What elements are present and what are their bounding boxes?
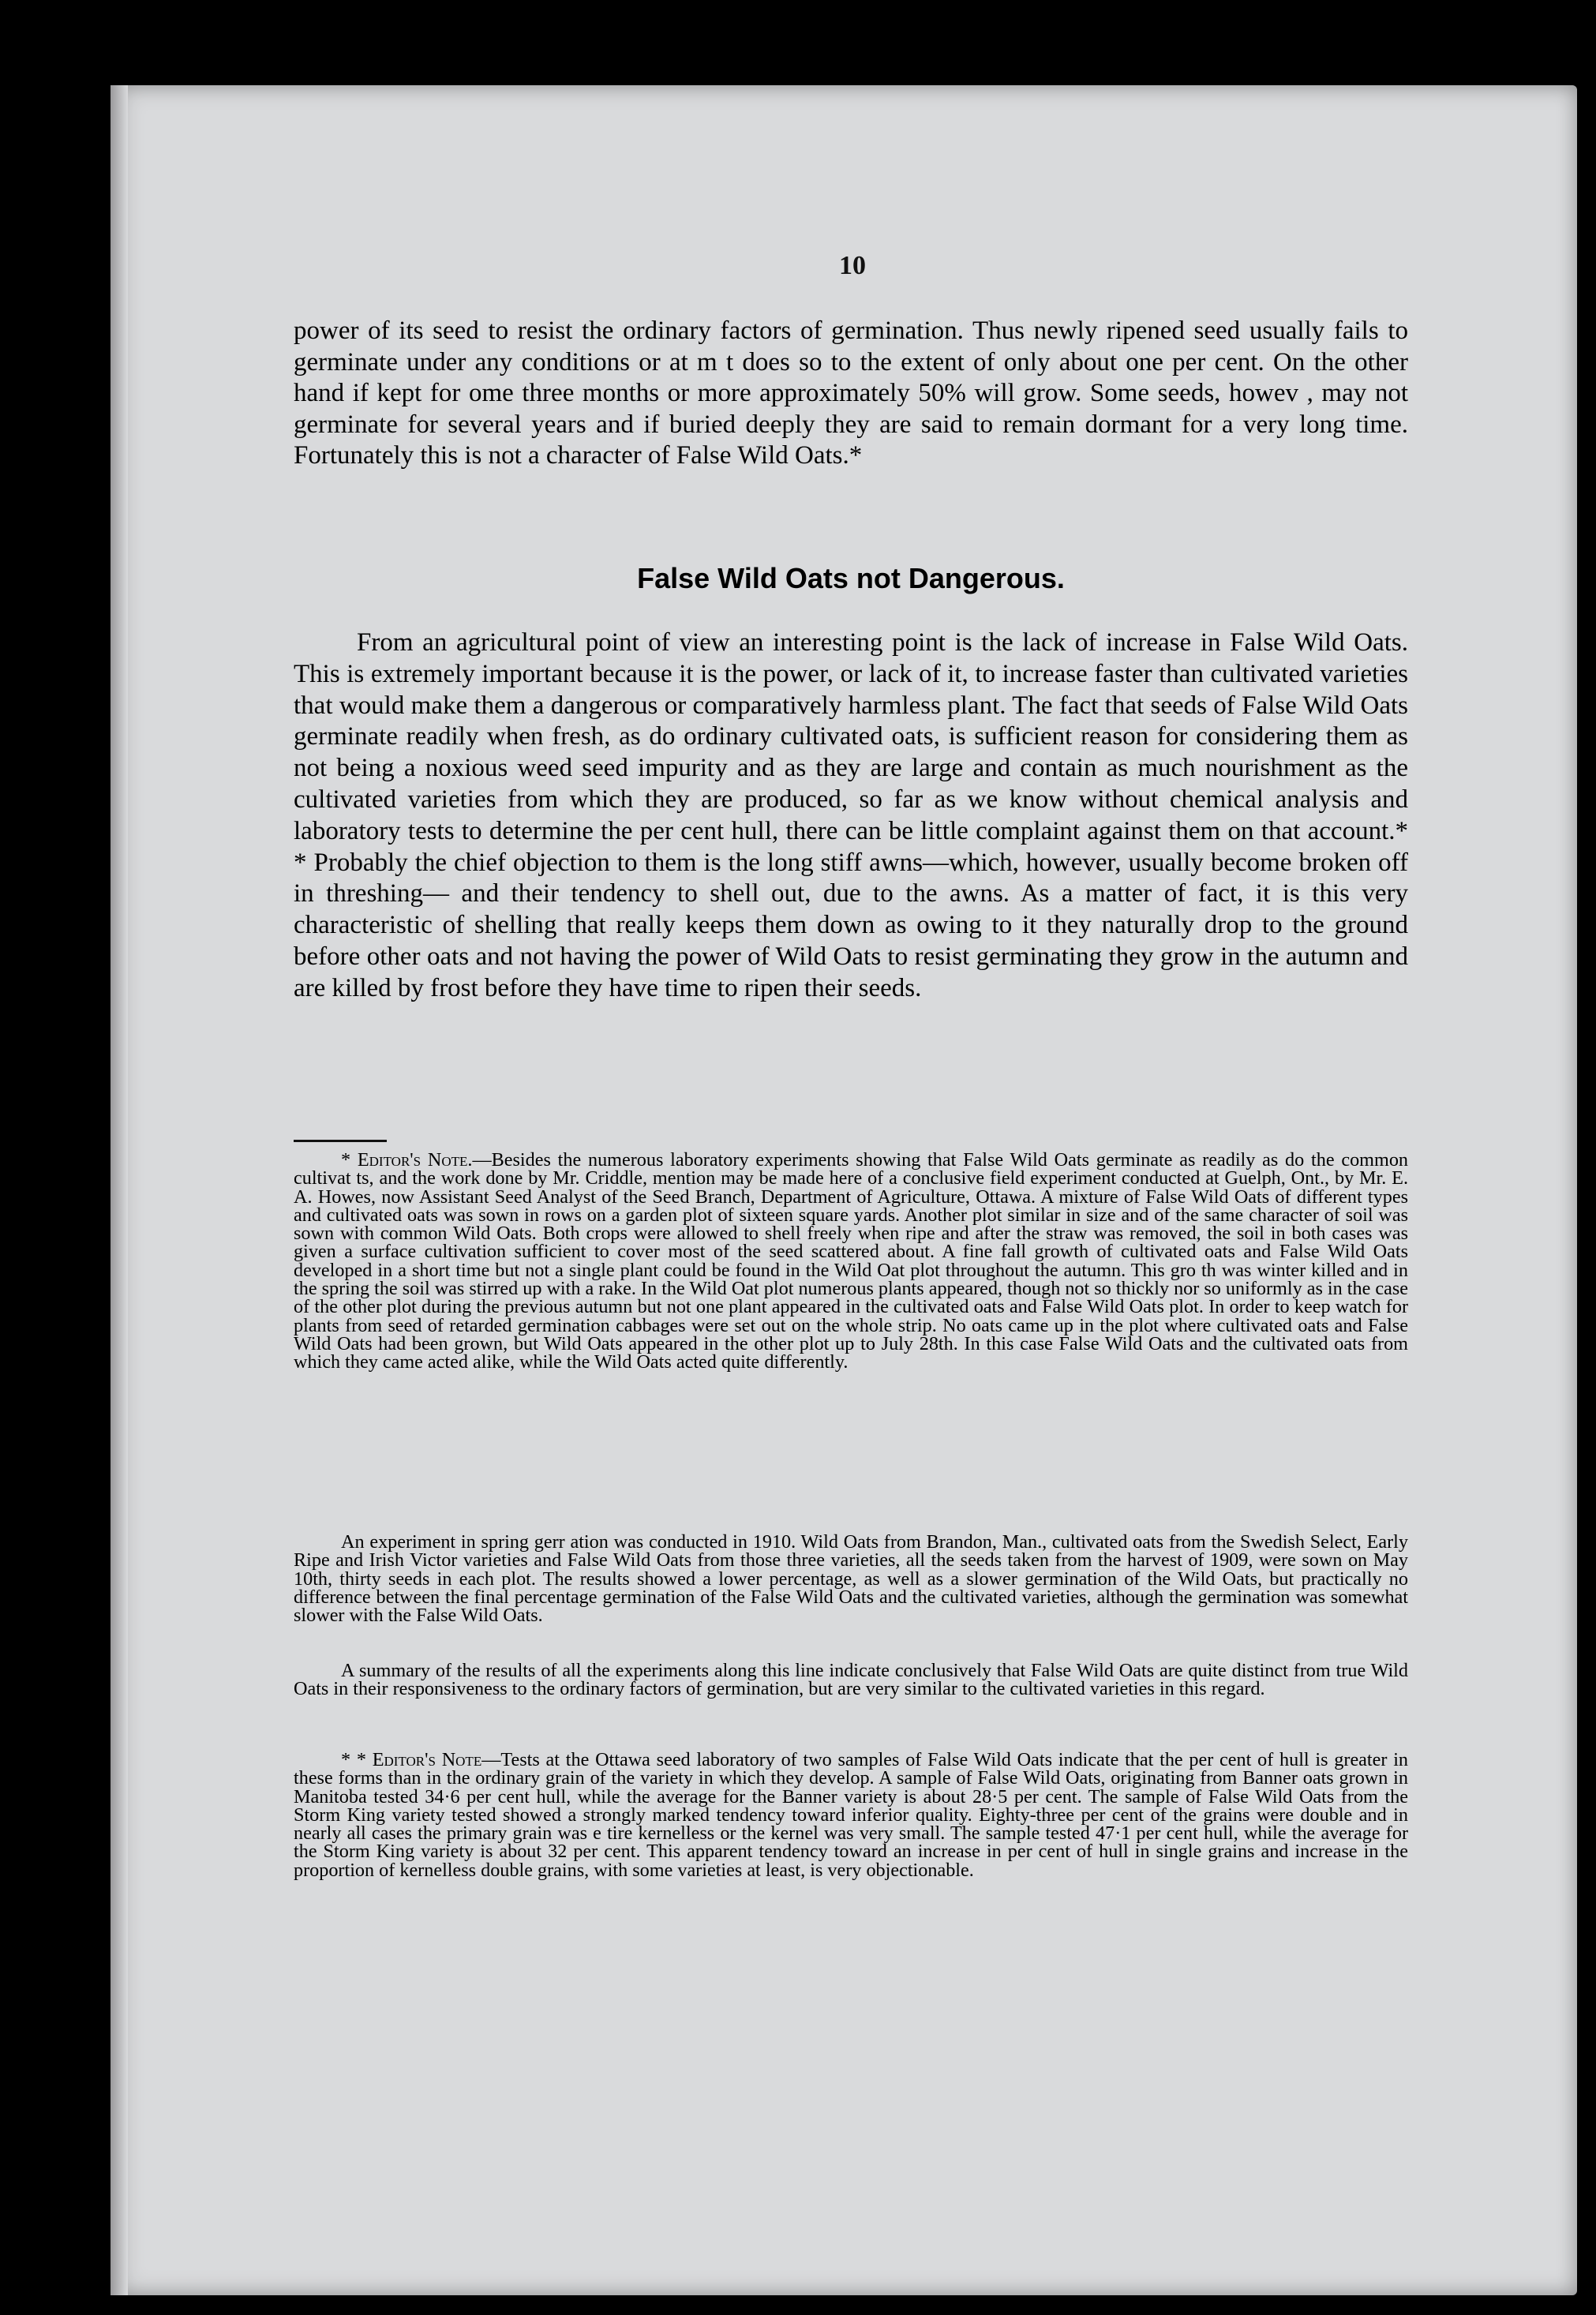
editors-note-2: [294, 1751, 1408, 1879]
editors-note-1-continued: An experiment in spring gerr ation was conducted in 1910. Wild Oats from Brandon, Man., cultivated oats from the Swedish Select, Early Ripe and Irish Victor varieties and False Wild Oats from those three varieties, all the seeds taken from the harvest of 1909, were sown on May 10th, thirty seeds in each plot. The results showed a lower percentage, as well as a slower germination of the Wild Oats, but practically no difference between the final percentage germination of the False Wild Oats and the cultivated varieties, although the germination was somewhat slower with the False Wild Oats.: [294, 1531, 1408, 1627]
editors-note-1-text: —Besides the numerous laboratory experiments showing that False Wild Oats germinate as readily as do the common cultivat ts, and the work done by Mr. Criddle, mention may be made here of a conclusive field experiment conducted at Guelph, Ont., by Mr. E. A. Howes, now Assistant Seed Analyst of the Seed Branch, Department of Agriculture, Ottawa. A mixture of False Wild Oats of different types and cultivated oats was sown in rows on a garden plot of sixteen square yards. Another plot similar in size and of the same character of soil was sown with common Wild Oats. Both crops were allowed to shell freely when ripe and after the straw was removed, the soil in both cases was given a surface cultivation sufficient to cover most of the seed scattered about. A fine fall growth of cultivated oats and False Wild Oats developed in a short time but not a single plant could be found in the Wild Oat plot throughout the autumn. This gro th was winter killed and in the spring the soil was stirred up with a rake. In the Wild Oat plot numerous plants appeared, though not so thickly nor so uniformly as in the case of the other plot during the previous autumn but not one plant appeared in the cultivated oats and False Wild Oats plot. In order to keep watch for plants from seed of retarded germination cabbages were set out on the whole strip. No oats came up in the plot where cultivated oats and False Wild Oats had been grown, but Wild Oats appeared in the other plot up to July 28th. In this case False Wild Oats and the cultivated oats from which they came acted alike, while the Wild Oats acted quite differently.: [294, 1149, 1409, 1373]
footnote-rule: [294, 1140, 387, 1142]
editors-note-1-label: * Editor's Note.: [341, 1149, 473, 1171]
editors-note-1-summary: A summary of the results of all the experiments along this line indicate conclusively that False Wild Oats are quite distinct from true Wild Oats in their responsiveness to the ordinary factors of germination, but are very similar to the cultivated varieties in this regard.: [294, 1660, 1408, 1700]
section-heading: False Wild Oats not Dangerous.: [637, 562, 1065, 594]
page-number: 10: [839, 251, 866, 280]
editors-note-1: [294, 1151, 1408, 1372]
editors-note-2-label: * * Editor's Note: [341, 1749, 482, 1770]
editors-note-2-text: —Tests at the Ottawa seed laboratory of two samples of False Wild Oats indicate that the per cent of hull is greater in these forms than in the ordinary grain of the variety in which they develop. A sample of False Wild Oats, originating from Banner oats grown in Manitoba tested 34·6 per cent hull, while the average for the Banner variety is about 28·5 per cent. The sample of False Wild Oats from the Storm King variety tested showed a strongly marked tendency toward inferior quality. Eighty-three per cent of the grains were double and in nearly all cases the primary grain was e tire kernelless or the kernel was very small. The sample tested 47·1 per cent hull, while the average for the Storm King variety is about 32 per cent. This apparent tendency toward an increase in per cent of hull in single grains and increase in the proportion of kernelless double grains, with some varieties at least, is very objectionable.: [294, 1749, 1409, 1881]
body-paragraph-2: From an agricultural point of view an interesting point is the lack of increase in False Wild Oats. This is extremely important because it is the power, or lack of it, to increase faster than cultivated varieties that would make them a dangerous or comparatively harmless plant. The fact that seeds of False Wild Oats germinate readily when fresh, as do ordinary cultivated oats, is sufficient reason for considering them as not being a noxious weed seed impurity and as they are large and contain as much nourishment as the cultivated varieties from which they are produced, so far as we know without chemical analysis and laboratory tests to determine the per cent hull, there can be little complaint against them on that account.* * Probably the chief objection to them is the long stiff awns—which, however, usually become broken off in threshing— and their tendency to shell out, due to the awns. As a matter of fact, it is this very characteristic of shelling that really keeps them down as owing to it they naturally drop to the ground before other oats and not having the power of Wild Oats to resist germinating they grow in the autumn and are killed by frost before they have time to ripen their seeds.: [294, 628, 1408, 1002]
body-paragraph-1: power of its seed to resist the ordinary factors of germination. Thus newly ripened seed usually fails to germinate under any conditions or at m t does so to the extent of only about one per cent. On the other hand if kept for ome three months or more approximately 50% will grow. Some seeds, howev , may not germinate for several years and if buried deeply they are said to remain dormant for a very long time. Fortunately this is not a character of False Wild Oats.*: [294, 317, 1408, 470]
